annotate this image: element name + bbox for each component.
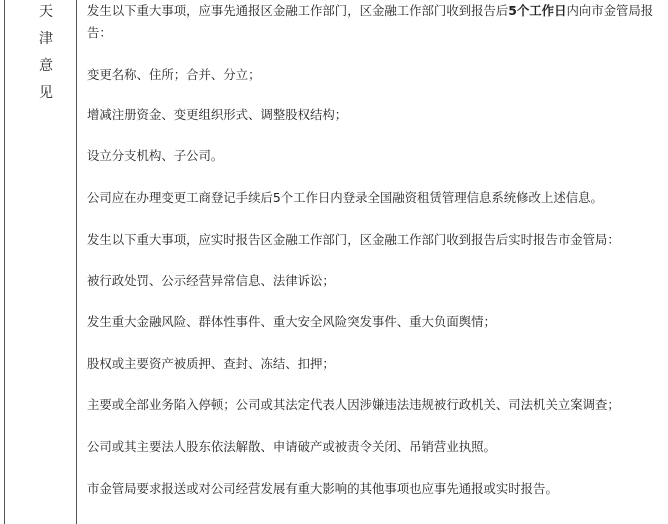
- paragraph-prior-notice: [87, 0, 665, 44]
- column-divider: [76, 0, 77, 524]
- paragraph-text: 发生以下重大事项，应事先通报区金融工作部门，区金融工作部门收到报告后: [87, 3, 509, 18]
- deadline-emphasis: 5个工作日: [508, 3, 567, 18]
- paragraph: 公司或其主要法人股东依法解散、申请破产或被责令关闭、吊销营业执照。: [87, 439, 496, 454]
- paragraph: 被行政处罚、公示经营异常信息、法律诉讼；: [87, 273, 335, 288]
- row-label-char: 天: [39, 4, 53, 20]
- row-label-char: 津: [39, 31, 53, 47]
- row-label-char: 意: [39, 58, 53, 74]
- paragraph: 变更名称、住所；合并、分立；: [87, 67, 261, 82]
- paragraph: 主要或全部业务陷入停顿；公司或其法定代表人因涉嫌违法违规被行政机关、司法机关立案调查；: [87, 397, 620, 412]
- paragraph: 股权或主要资产被质押、查封、冻结、扣押；: [87, 356, 335, 371]
- paragraph: 公司应在办理变更工商登记手续后5个工作日内登录全国融资租赁管理信息系统修改上述信息。: [87, 190, 603, 205]
- row-label-char: 见: [39, 85, 53, 101]
- table-left-border: [4, 0, 5, 524]
- paragraph: 设立分支机构、子公司。: [87, 148, 224, 163]
- paragraph: 增减注册资金、变更组织形式、调整股权结构；: [87, 107, 348, 122]
- paragraph-text: 内向市金管局报告：: [87, 3, 654, 40]
- paragraph: 发生重大金融风险、群体性事件、重大安全风险突发事件、重大负面舆情；: [87, 314, 496, 329]
- paragraph: 市金管局要求报送或对公司经营发展有重大影响的其他事项也应事先通报或实时报告。: [87, 481, 558, 496]
- paragraph: 发生以下重大事项，应实时报告区金融工作部门，区金融工作部门收到报告后实时报告市金管局：: [87, 232, 620, 247]
